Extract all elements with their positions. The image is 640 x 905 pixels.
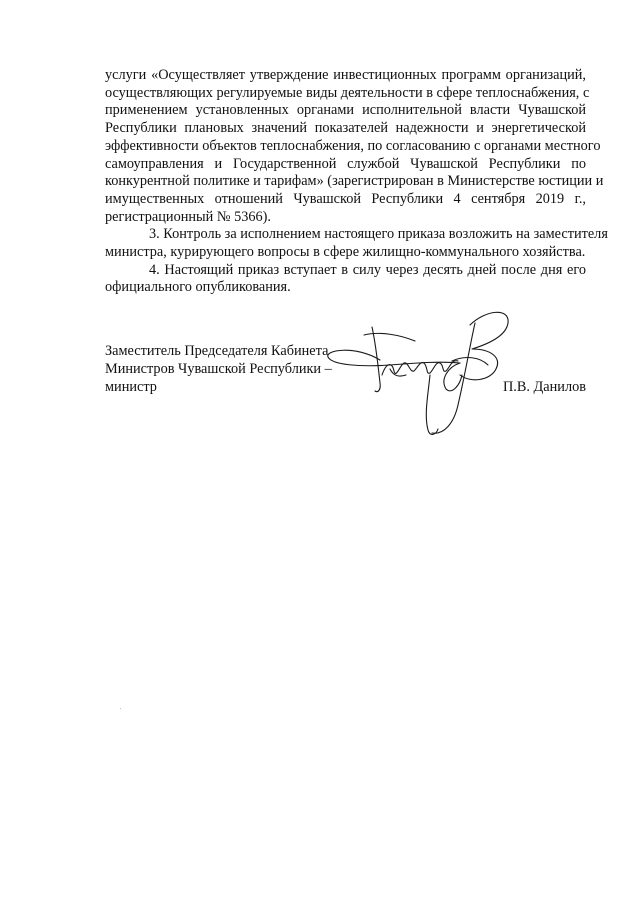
text-line: эффективности объектов теплоснабжения, по согласованию с органами местного [105, 137, 601, 154]
text-line: министра, курирующего вопросы в сфере жилищно-коммунального хозяйства. [105, 244, 586, 261]
signatory-title-line: Заместитель Председателя Кабинета [105, 343, 329, 359]
document-body [105, 67, 608, 297]
text-line: конкурентной политике и тарифам» (зарегистрирован в Министерстве юстиции и [105, 173, 604, 190]
handwritten-signature [320, 305, 525, 445]
paragraph-4-effective-date [105, 262, 586, 297]
text-line: Республики плановых значений показателей надежности и энергетической [105, 120, 586, 137]
scan-artifact-dot [120, 708, 121, 709]
text-line: 4. Настоящий приказ вступает в силу через десять дней после дня его [149, 261, 586, 278]
text-line: имущественных отношений Чувашской Республики 4 сентября 2019 г., [105, 190, 586, 207]
text-line: регистрационный № 5366). [105, 208, 271, 225]
signatory-title-line: министр [105, 379, 157, 395]
text-line: самоуправления и Государственной службой Чувашской Республики по [105, 155, 586, 172]
paragraph-3-control [105, 226, 608, 261]
text-line: осуществляющих регулируемые виды деятельности в сфере теплоснабжения, с [105, 84, 590, 101]
text-line: 3. Контроль за исполнением настоящего приказа возложить на заместителя [149, 226, 608, 243]
text-line: официального опубликования. [105, 279, 291, 296]
signatory-title-line: Министров Чувашской Республики – [105, 361, 332, 377]
text-line: услуги «Осуществляет утверждение инвестиционных программ организаций, [105, 67, 586, 83]
paragraph-regulation-reference [105, 67, 604, 226]
text-line: применением установленных органами исполнительной власти Чувашской [105, 102, 586, 119]
signatory-name: П.В. Данилов [502, 379, 586, 395]
